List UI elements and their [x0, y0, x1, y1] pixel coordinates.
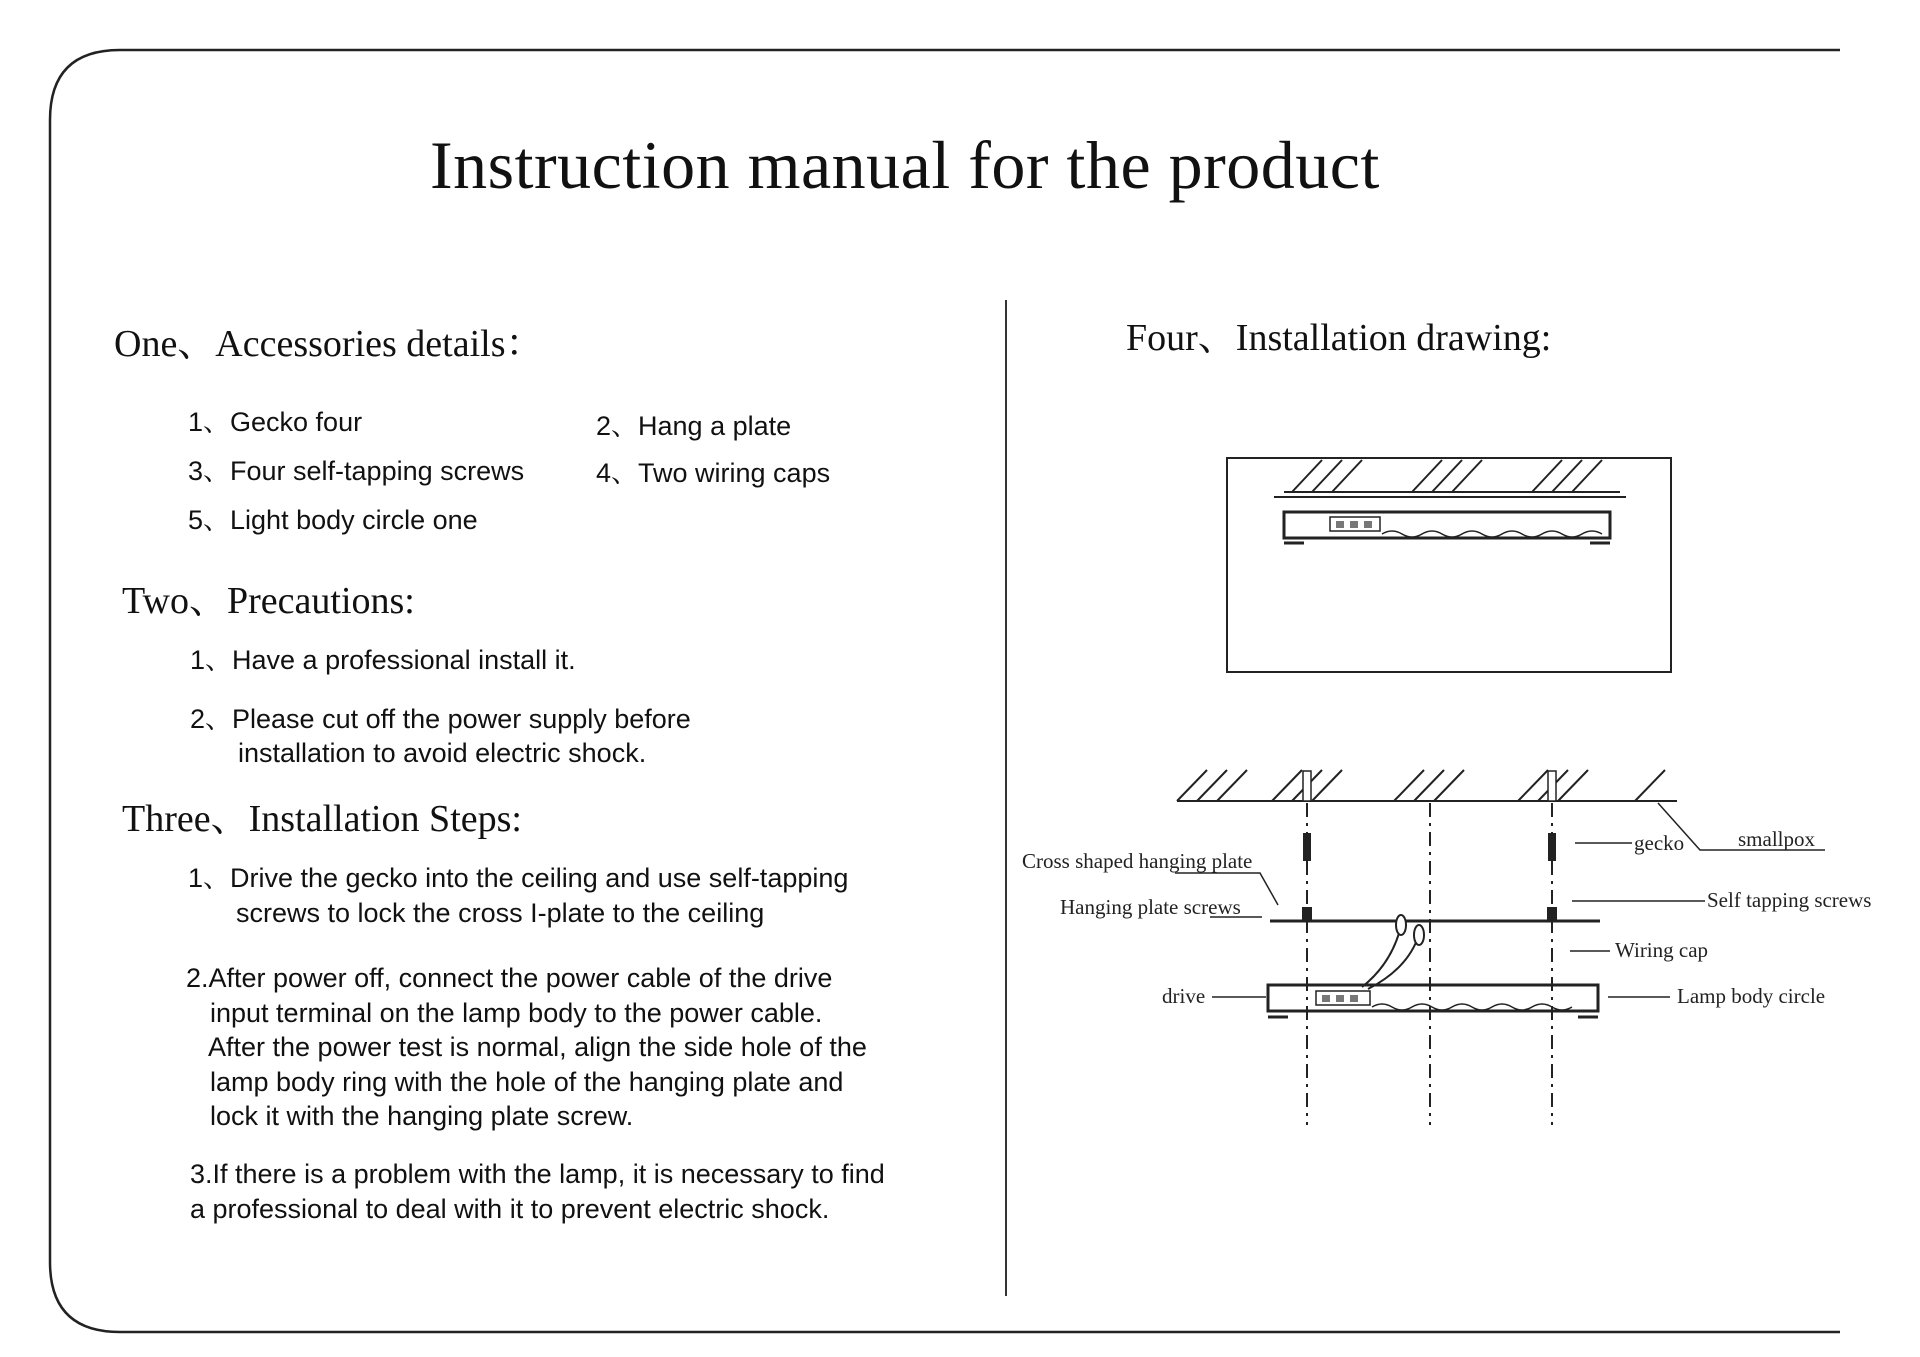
accessory-item: 1、Gecko four — [188, 407, 363, 437]
precaution-item: 2、Please cut off the power supply before — [190, 704, 691, 734]
step-1-line: 1、Drive the gecko into the ceiling and use self-tapping — [188, 863, 849, 893]
installation-top-view — [1222, 455, 1672, 675]
precaution-item-cont: installation to avoid electric shock. — [238, 738, 647, 768]
steps-heading: Three、Installation Steps: — [122, 798, 522, 840]
precautions-heading: Two、Precautions: — [122, 580, 415, 622]
accessory-item: 2、Hang a plate — [596, 411, 792, 441]
step-2-line: input terminal on the lamp body to the power cable. — [210, 998, 823, 1028]
step-2-line: lock it with the hanging plate screw. — [210, 1101, 634, 1131]
step-2-line: After the power test is normal, align the side hole of the — [208, 1032, 867, 1062]
ceiling — [1177, 770, 1677, 801]
step-1-line: screws to lock the cross I-plate to the ceiling — [236, 898, 765, 928]
step-3-line: a professional to deal with it to prevent electric shock. — [190, 1194, 830, 1224]
wiring-cap — [1396, 915, 1406, 935]
label-lamp-body: Lamp body circle — [1677, 984, 1826, 1008]
accessory-item: 5、Light body circle one — [188, 505, 478, 535]
step-3-line: 3.If there is a problem with the lamp, it is necessary to find — [190, 1159, 885, 1189]
label-wiring-cap: Wiring cap — [1615, 938, 1709, 962]
installation-exploded-view — [1010, 755, 1890, 1125]
label-self-tapping: Self tapping screws — [1707, 888, 1872, 912]
label-drive: drive — [1162, 984, 1206, 1008]
label-plate-screws: Hanging plate screws — [1060, 895, 1241, 919]
label-cross-plate: Cross shaped hanging plate — [1022, 849, 1253, 873]
label-smallpox: smallpox — [1738, 827, 1815, 851]
step-2-line: lamp body ring with the hole of the hanging plate and — [210, 1067, 844, 1097]
ceiling-hatch — [1284, 460, 1620, 492]
page-title: Instruction manual for the product — [430, 127, 1380, 203]
accessories-heading: One、Accessories details： — [114, 323, 544, 365]
accessory-item: 3、Four self-tapping screws — [188, 456, 525, 486]
wiring-cap — [1414, 925, 1424, 945]
step-2-line: 2.After power off, connect the power cable of the drive — [186, 963, 833, 993]
drawing-heading: Four、Installation drawing: — [1126, 317, 1552, 359]
accessory-item: 4、Two wiring caps — [596, 458, 831, 488]
label-gecko: gecko — [1634, 831, 1685, 855]
center-lines — [1307, 803, 1552, 1125]
precaution-item: 1、Have a professional install it. — [190, 645, 576, 675]
